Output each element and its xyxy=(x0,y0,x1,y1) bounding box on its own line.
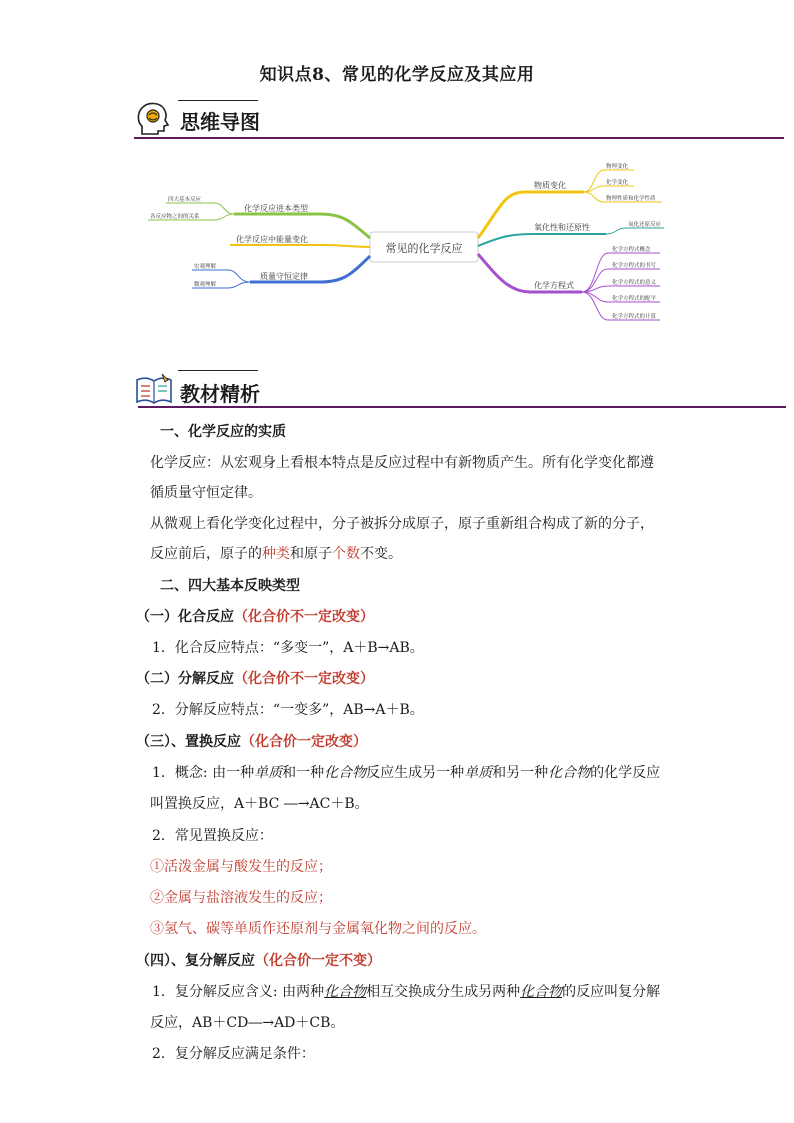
paragraph: 从微观上看化学变化过程中，分子被拆分成原子，原子重新组合构成了新的分子， xyxy=(150,516,654,532)
section-header-analysis xyxy=(134,370,784,410)
subsection-label: （二）分解反应 xyxy=(136,671,234,687)
mindmap-node: 化学方程式 xyxy=(534,281,574,290)
mindmap-node: 物质变化 xyxy=(534,181,566,190)
text-run: 和原子 xyxy=(290,546,332,562)
mindmap-leaf: 各反应物之间的关系 xyxy=(150,214,200,220)
mindmap-node: 化学反应进本类型 xyxy=(244,204,308,213)
section-divider xyxy=(138,406,786,408)
term: 化合物 xyxy=(520,984,563,1000)
mindmap-leaf: 化学方程式概念 xyxy=(612,247,651,253)
paragraph: 化学反应：从宏观身上看根本特点是反应过程中有新物质产生。所有化学变化都遵 xyxy=(150,455,654,471)
brain-head-icon xyxy=(134,100,172,138)
paragraph xyxy=(152,981,660,1001)
term: 化合物 xyxy=(548,765,591,781)
term: 化合物 xyxy=(324,984,367,1000)
subsection-note: （化合价一定改变） xyxy=(241,734,367,750)
subsection-label: （三）、置换反应 xyxy=(136,734,241,750)
heading-2: 二、四大基本反映类型 xyxy=(160,578,300,594)
highlight-text: 个数 xyxy=(332,546,360,562)
subsection-note: （化合价不一定改变） xyxy=(234,671,374,687)
subsection-3 xyxy=(136,731,367,751)
heading-1: 一、化学反应的实质 xyxy=(160,424,286,440)
mindmap-leaf: 宏观理解 xyxy=(194,264,217,270)
subsection-note: （化合价不一定改变） xyxy=(234,609,374,625)
paragraph xyxy=(152,762,660,782)
mindmap-leaf: 氧化还原反应 xyxy=(628,222,662,228)
term: 化合物 xyxy=(324,765,367,781)
open-book-icon xyxy=(134,372,174,406)
text-run: 1．概念: 由一种 xyxy=(152,765,255,781)
text-run: 和另一种 xyxy=(492,765,549,781)
section-title-mindmap: 思维导图 xyxy=(180,110,260,134)
term: 单质 xyxy=(464,765,493,781)
mindmap-leaf: 物理变化 xyxy=(606,164,629,170)
list-item: ②金属与盐溶液发生的反应； xyxy=(150,890,332,906)
mindmap-leaf: 化学方程式的书写 xyxy=(612,263,657,269)
mindmap-node: 氧化性和还原性 xyxy=(534,223,590,232)
text-run: 和一种 xyxy=(282,765,325,781)
mindmap-leaf: 四大基本反应 xyxy=(168,197,202,203)
mindmap-node: 化学反应中能量变化 xyxy=(236,235,308,244)
term: 单质 xyxy=(254,765,283,781)
section-title-analysis: 教材精析 xyxy=(180,382,260,406)
section-header-mindmap xyxy=(134,100,774,140)
list-item: ①活泼金属与酸发生的反应； xyxy=(150,859,332,875)
subsection-label: （四）、复分解反应 xyxy=(136,953,255,969)
paragraph xyxy=(150,543,402,563)
text-run: 1．复分解反应含义: 由两种 xyxy=(152,984,325,1000)
paragraph: 2．分解反应特点：“一变多”，AB→A＋B。 xyxy=(152,702,424,718)
text-run: 不变。 xyxy=(360,546,402,562)
mindmap xyxy=(134,150,784,340)
paragraph: 叫置换反应，A＋BC ―→AC＋B。 xyxy=(150,796,369,812)
paragraph: 反应，AB＋CD―→AD＋CB。 xyxy=(150,1015,345,1031)
subsection-note: （化合价一定不变） xyxy=(255,953,381,969)
subsection-1 xyxy=(136,606,374,626)
paragraph: 2．复分解反应满足条件： xyxy=(152,1046,315,1062)
mindmap-node: 质量守恒定律 xyxy=(260,272,308,281)
paragraph: 1．化合反应特点：“多变一”，A＋B→AB。 xyxy=(152,640,424,656)
mindmap-leaf: 化学变化 xyxy=(606,180,629,186)
text-run: 的反应叫复分解 xyxy=(562,984,661,1000)
mindmap-center: 常见的化学反应 xyxy=(385,242,463,255)
subsection-2 xyxy=(136,668,374,688)
mindmap-leaf: 化学方程式的计算 xyxy=(612,314,657,320)
list-item: ③氢气、碳等单质作还原剂与金属氧化物之间的反应。 xyxy=(150,921,486,937)
mindmap-leaf: 化学方程式的意义 xyxy=(612,280,657,286)
mindmap-leaf: 化学方程式的配平 xyxy=(612,296,657,302)
text-run: 反应生成另一种 xyxy=(366,765,465,781)
paragraph: 2．常见置换反应： xyxy=(152,828,273,844)
paragraph: 循质量守恒定律。 xyxy=(150,485,262,501)
highlight-text: 种类 xyxy=(262,546,290,562)
text-run: 相互交换成分生成另两种 xyxy=(366,984,521,1000)
page-title: 知识点8、常见的化学反应及其应用 xyxy=(259,65,535,85)
subsection-4 xyxy=(136,950,381,970)
mindmap-leaf: 微观理解 xyxy=(194,282,217,288)
text-run: 反应前后，原子的 xyxy=(150,546,262,562)
subsection-label: （一）化合反应 xyxy=(136,609,234,625)
mindmap-leaf: 物理性质和化学性质 xyxy=(606,196,656,202)
text-run: 的化学反应 xyxy=(590,765,661,781)
section-divider xyxy=(134,137,784,139)
